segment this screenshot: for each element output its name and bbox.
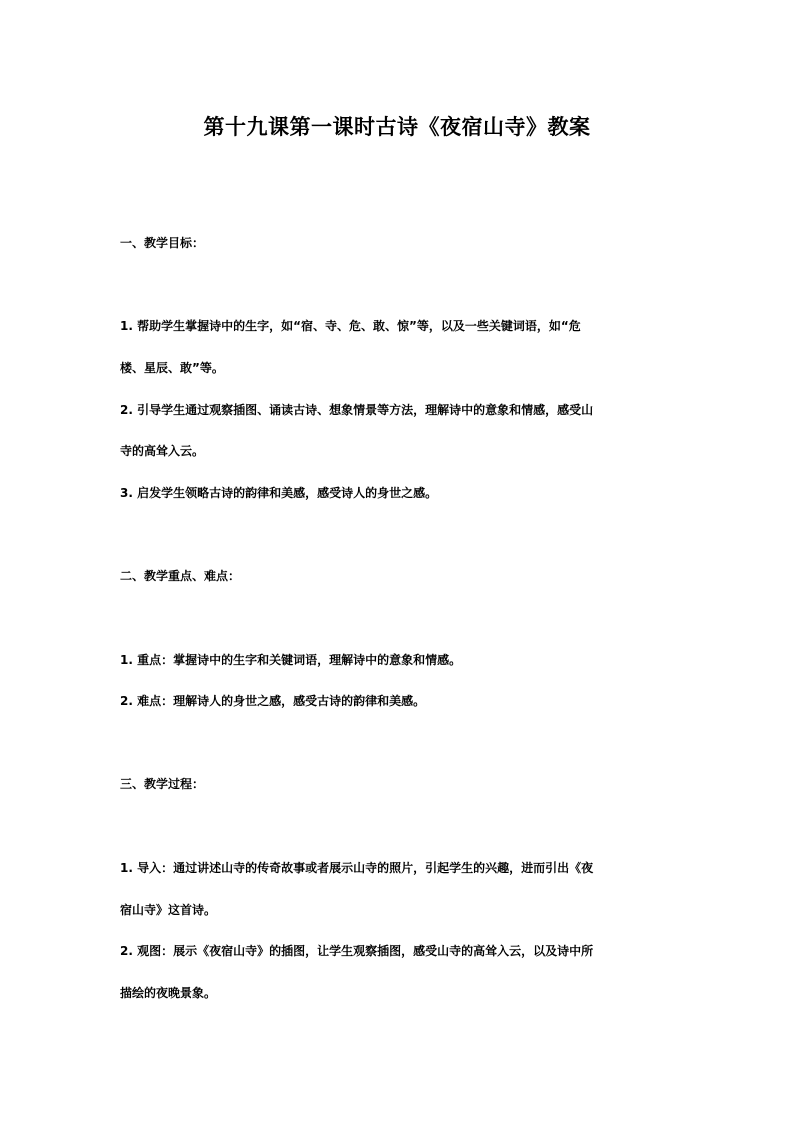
- paragraph-line: 1. 帮助学生掌握诗中的生字，如“宿、寺、危、敢、惊”等，以及一些关键词语，如“危: [120, 319, 581, 333]
- section-heading-key-points: 二、教学重点、难点：: [120, 569, 241, 583]
- paragraph-line: 1. 导入：通过讲述山寺的传奇故事或者展示山寺的照片，引起学生的兴趣，进而引出《夜: [120, 861, 594, 875]
- paragraph-line: 描绘的夜晚景象。: [120, 986, 217, 1000]
- section-heading-objectives: 一、教学目标：: [120, 236, 205, 250]
- document-title: 第十九课第一课时古诗《夜宿山寺》教案: [203, 115, 591, 139]
- paragraph-line: 2. 引导学生通过观察插图、诵读古诗、想象情景等方法，理解诗中的意象和情感，感受山: [120, 403, 594, 417]
- paragraph-line: 楼、星辰、敢”等。: [120, 361, 224, 375]
- paragraph-line: 宿山寺》这首诗。: [120, 903, 217, 917]
- paragraph-line: 寺的高耸入云。: [120, 444, 205, 458]
- paragraph-line: 1. 重点：掌握诗中的生字和关键词语，理解诗中的意象和情感。: [120, 653, 462, 667]
- paragraph-line: 3. 启发学生领略古诗的韵律和美感，感受诗人的身世之感。: [120, 486, 438, 500]
- paragraph-line: 2. 观图：展示《夜宿山寺》的插图，让学生观察插图，感受山寺的高耸入云，以及诗中所: [120, 944, 594, 958]
- section-heading-process: 三、教学过程：: [120, 777, 205, 791]
- paragraph-line: 2. 难点：理解诗人的身世之感，感受古诗的韵律和美感。: [120, 694, 426, 708]
